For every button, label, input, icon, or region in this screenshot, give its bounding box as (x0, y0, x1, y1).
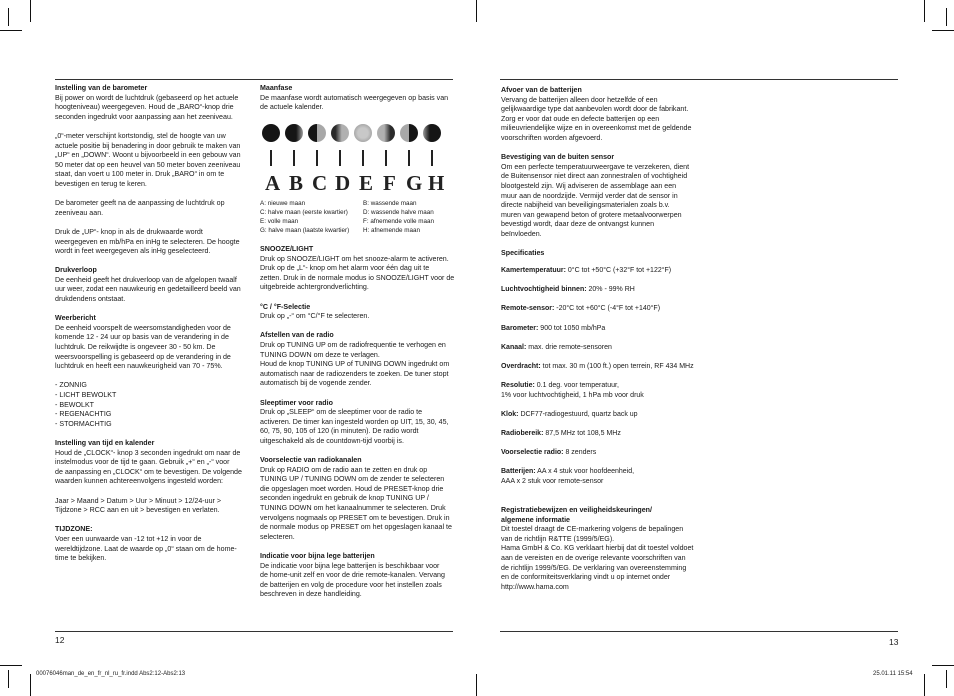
left-column (55, 84, 250, 564)
moon-phase-waxing-crescent-icon (285, 124, 303, 142)
section-gap (501, 144, 701, 154)
bottom-rule-right (500, 631, 898, 632)
moon-phase-last-quarter-icon (400, 124, 418, 142)
crop-mark (946, 670, 947, 688)
section-heading: Instelling van tijd en kalender (55, 438, 155, 447)
section-gap (260, 542, 458, 552)
section-text: Druk de „UP“- knop in als de drukwaarde wordt weergegeven en mb/hPa en inHg te selecteren. De hoogte wordt in feet weergegeven als inHg geselecteerd. (55, 227, 240, 256)
section-gap (55, 122, 250, 132)
spec-value: DCF77-radiogestuurd, quartz back up (518, 410, 638, 418)
crop-mark (924, 0, 925, 22)
phase-tick (339, 150, 341, 166)
crop-mark (946, 8, 947, 26)
section-heading: Indicatie voor bijna lege batterijen (260, 552, 375, 560)
phase-letter: F (383, 171, 396, 195)
crop-mark (476, 674, 477, 696)
spec-row (501, 324, 711, 334)
spec-key: Luchtvochtigheid binnen: (501, 286, 587, 294)
section-heading: °C / °F-Selectie (260, 302, 311, 311)
spec-row (501, 362, 711, 372)
section-gap (55, 487, 250, 497)
section-gap (55, 190, 250, 200)
middle-column (260, 245, 458, 600)
section-heading: Bevestiging van de buiten sensor (501, 153, 615, 162)
moon-phase-waning-gibbous-icon (377, 124, 395, 142)
legend-item: A: nieuwe maan (260, 200, 306, 207)
crop-mark (0, 30, 22, 31)
section-text: Druk op „-“ om °C/°F te selecteren. (260, 312, 370, 321)
ce-heading: Registratiebewijzen en veiligheidskeuringen/ algemene informatie (501, 506, 652, 524)
spec-gap (501, 372, 711, 382)
specifications-list (501, 266, 711, 487)
ce-section (501, 506, 706, 592)
section-heading: Weerbericht (55, 314, 96, 323)
section-heading: TIJDZONE: (55, 525, 93, 534)
file-slug: 00076046man_de_en_fr_nl_ru_fr.indd Abs2:12-Abs2:13 (36, 671, 186, 677)
spec-value: 900 tot 1050 mb/hPa (538, 324, 606, 332)
moon-phase-new-icon (262, 124, 280, 142)
crop-mark (30, 674, 31, 696)
section-gap (55, 372, 250, 382)
phase-tick (293, 150, 295, 166)
section-text: Jaar > Maand > Datum > Uur > Minuut > 12/24-uur > Tijdzone > RCC aan en uit > bevestigen en verlaten. (55, 496, 222, 515)
legend-item: F: afnemende volle maan (363, 218, 435, 225)
spec-value: AA x 4 stuk voor hoofdeenheid, AAA x 2 stuk voor remote-sensor (501, 468, 635, 486)
page-number-right: 13 (889, 637, 899, 647)
spec-row (501, 285, 711, 295)
section-gap (55, 257, 250, 267)
legend-item: E: volle maan (260, 218, 299, 225)
moon-phase-first-quarter-icon (308, 124, 326, 142)
moon-heading: Maanfase (260, 84, 293, 92)
section-text: Bij power on wordt de luchtdruk (gebaseerd op het actuele hoogteniveau) weergegeven. Houd de „BARO“-knop drie seconden ingedrukt voor aanpassing aan het zeeniveau. (55, 93, 239, 121)
section-text: Voer een uurwaarde van -12 tot +12 in voor de wereldtijdzone. Laat de waarde op „0“ staan om de home- time te bekijken. (55, 534, 237, 563)
moon-phase-markers (262, 150, 442, 170)
spec-key: Kanaal: (501, 343, 527, 351)
spec-row (501, 381, 711, 400)
spec-gap (501, 276, 711, 286)
spec-value: -20°C tot +60°C (-4°F tot +140°F) (554, 305, 661, 313)
spec-key: Resolutie: (501, 382, 535, 390)
moon-legend-left (260, 199, 365, 235)
moon-legend-right (363, 199, 458, 235)
moon-phase-waning-crescent-icon (423, 124, 441, 142)
section-text: Vervang de batterijen alleen door hetzelfde of een gelijkwaardige type dat aanbevolen wordt door de fabrikant. Zorg er voor dat oude en defecte batterijen op een milieuvriendelijke wijze en in overeenkomst met de geldende voorschriften worden afgevoerd. (501, 95, 692, 142)
section-text: „0“-meter verschijnt kortstondig, stel de hoogte van uw actuele positie bij benadering in door gebruik te maken van „UP“ en „DOWN“. Woont u bijvoorbeeld in een gebouw van 50 meter dat op een heuvel van 50 meter boven zeeniveau staat, dan voert u 100 meter in. Druk „BARO“ in om te bevestigen en terug te keren. (55, 131, 241, 188)
spec-key: Kamertemperatuur: (501, 267, 566, 274)
spec-key: Radiobereik: (501, 430, 544, 438)
section-heading: Voorselectie van radiokanalen (260, 456, 362, 465)
crop-mark (476, 0, 477, 22)
section-gap (55, 305, 250, 315)
section-gap (55, 516, 250, 526)
legend-item: H: afnemende maan (363, 227, 421, 234)
spec-row (501, 410, 711, 420)
phase-tick (316, 150, 318, 166)
section-text: De indicatie voor bijna lege batterijen is beschikbaar voor de home-unit zelf en voor de drie remote-kanalen. Vervang de batterijen en volg de procedure voor het instellen zoals beschreven in deze handleiding. (260, 561, 445, 599)
phase-tick (385, 150, 387, 166)
section-heading: Instelling van de barometer (55, 84, 148, 92)
section-text: Druk op SNOOZE/LIGHT om het snooze-alarm te activeren. Druk op de „L“- knop om het alarm voor één dag uit te zetten. Druk in de normale modus io SNOOZE/LIGHT voor de uitgebreide achtergrondverlichting. (260, 254, 455, 292)
section-heading: SNOOZE/LIGHT (260, 245, 314, 253)
spec-row (501, 429, 711, 439)
crop-mark (8, 670, 9, 688)
section-text: - ZONNIG - LICHT BEWOLKT - BEWOLKT - REGENACHTIG - STORMACHTIG (55, 381, 117, 428)
spec-value: 8 zenders (563, 449, 597, 457)
section-heading: Drukverloop (55, 266, 97, 275)
spec-gap (501, 333, 711, 343)
spec-value: 0.1 deg. voor temperatuur, 1% voor luchtvochtigheid, 1 hPa mb voor druk (501, 382, 644, 399)
section-heading: Afvoer van de batterijen (501, 86, 582, 94)
top-rule-right (500, 79, 898, 80)
section-text: Druk op TUNING UP om de radiofrequentie te verhogen en TUNING DOWN om deze te verlagen. Houd de knop TUNING UP of TUNING DOWN ingedrukt om automatisch naar de radiozenders te zoeken. De tuner stopt automatisch bij de vogende zender. (260, 340, 450, 388)
phase-letter: A (265, 171, 281, 195)
section-gap (260, 389, 458, 399)
spec-key: Overdracht: (501, 362, 541, 370)
section-gap (55, 429, 250, 439)
spec-key: Klok: (501, 410, 519, 418)
legend-item: D: wassende halve maan (363, 209, 434, 216)
legend-item: G: halve maan (laatste kwartier) (260, 227, 350, 234)
section-heading: Afstellen van de radio (260, 331, 334, 340)
moon-phase-waxing-gibbous-icon (331, 124, 349, 142)
right-column (501, 86, 701, 259)
legend-item: B: wassende maan (363, 200, 417, 207)
phase-tick (270, 150, 272, 166)
section-heading: Specificaties (501, 249, 545, 258)
page-number-left: 12 (55, 635, 65, 645)
moon-section (260, 84, 455, 113)
spec-key: Voorselectie radio: (501, 449, 564, 457)
spec-value: max. drie remote-sensoren (526, 343, 612, 351)
section-gap (55, 218, 250, 228)
spec-gap (501, 420, 711, 430)
crop-mark (8, 8, 9, 26)
crop-mark (0, 665, 22, 666)
spec-row (501, 343, 711, 353)
phase-letter: B (289, 171, 304, 195)
phase-tick (431, 150, 433, 166)
crop-mark (30, 0, 31, 22)
print-timestamp: 25.01.11 15:54 (873, 671, 913, 677)
spec-gap (501, 458, 711, 468)
section-gap (260, 293, 458, 303)
spec-value: tot max. 30 m (100 ft.) open terrein, RF 434 MHz (540, 362, 694, 370)
phase-letter: H (428, 171, 445, 195)
legend-item: C: halve maan (eerste kwartier) (260, 209, 348, 216)
phase-letter: E (359, 171, 374, 195)
spec-row (501, 266, 711, 276)
top-rule-left (55, 79, 453, 80)
ce-text: Dit toestel draagt de CE-markering volgens de bepalingen van de richtlijn R&TTE (1999/5/EG). Hama GmbH & Co. KG verklaart hierbij dat dit toestel voldoet aan de vereisten en de overige relevante voorschriften van de richtlijn 1999/5/EG. De verklaring van overeenstemming en de conformiteitsverklaring vindt u op internet onder http://www.hama.com (501, 525, 694, 591)
spec-row (501, 448, 711, 458)
moon-text: De maanfase wordt automatisch weergegeven op basis van de actuele kalender. (260, 93, 449, 112)
section-text: De eenheid geeft het drukverloop van de afgelopen twaalf uur weer, zodat een nauwkeurig en gedetailleerd beeld van drukdendens ontstaat. (55, 275, 241, 304)
phase-tick (408, 150, 410, 166)
crop-mark (932, 30, 954, 31)
section-gap (501, 240, 701, 250)
spec-gap (501, 352, 711, 362)
spec-gap (501, 400, 711, 410)
section-gap (260, 446, 458, 456)
spec-key: Barometer: (501, 324, 539, 332)
section-text: Om een perfecte temperatuurweergave te verzekeren, dient de Buitensensor niet direct aan zonnestralen of vochtigheid blootgesteld zijn. Wij adviseren de assemblage aan een muur aan de noordzijde. Vermijd verder dat de sensor in directe nabijheid van beveiligingsmaterialen zoals b.v. muren van gewapend beton of grotere metaalvoorwerpen bevestigd wordt, daar deze de ontvangst kunnen beïnvloeden. (501, 162, 690, 238)
spec-row (501, 304, 711, 314)
section-text: Houd de „CLOCK“- knop 3 seconden ingedrukt om naar de instelmodus voor de tijd te gaan. Gebruik „+“ en „-“ voor de aanpassing en „CLOCK“ om te bevestigen. De volgende waarden kunnen achtereenvolgens ingesteld worden: (55, 448, 242, 486)
spec-gap (501, 295, 711, 305)
spec-row (501, 467, 711, 486)
section-heading: Sleeptimer voor radio (260, 398, 333, 407)
section-gap (260, 322, 458, 332)
spec-value: 87,5 MHz tot 108,5 MHz (543, 430, 621, 438)
crop-mark (932, 665, 954, 666)
spec-value: 0°C tot +50°C (+32°F tot +122°F) (565, 267, 672, 274)
bottom-rule-left (55, 631, 453, 632)
phase-tick (362, 150, 364, 166)
section-text: Druk op „SLEEP“ om de sleeptimer voor de radio te activeren. De timer kan ingesteld worden op UIT, 15, 30, 45, 60, 75, 90, 105 of 120 (in minuten). De radio wordt uitgeschakeld als de countdown-tijd voorbij is. (260, 408, 449, 445)
moon-phase-images (262, 124, 442, 146)
crop-mark (924, 674, 925, 696)
phase-letter: C (312, 171, 328, 195)
spec-gap (501, 314, 711, 324)
spec-key: Remote-sensor: (501, 305, 555, 313)
section-text: De barometer geeft na de aanpassing de luchtdruk op zeeniveau aan. (55, 199, 225, 217)
phase-letter: D (335, 171, 351, 195)
moon-phase-full-icon (354, 124, 372, 142)
spec-gap (501, 439, 711, 449)
section-text: De eenheid voorspelt de weersomstandigheden voor de komende 12 - 24 uur op basis van de verandering in de luchtdruk. De reikwijdte is ongeveer 30 - 50 km. De weersvoorspelling is gebaseerd op de verandering in de luchtdruk en heeft een nauwkeurigheid van 70 - 75%. (55, 323, 231, 371)
spec-key: Batterijen: (501, 468, 536, 476)
section-text: Druk op RADIO om de radio aan te zetten en druk op TUNING UP / TUNING DOWN om de zender te selecteren die opgeslagen moet worden. Houd de PRESET-knop drie seconden ingedrukt en gebruik de knop TUNING UP / TUNING DOWN om het kanaalnummer te selecteren. Druk vervolgens nogmaals op PRESET om te bevestigen. Druk in de normale modus op PRESET om het opgeslagen kanaal te selecteren. (260, 465, 452, 541)
phase-letter: G (406, 171, 423, 195)
moon-phase-letters (262, 171, 452, 195)
spec-value: 20% - 99% RH (586, 286, 635, 294)
